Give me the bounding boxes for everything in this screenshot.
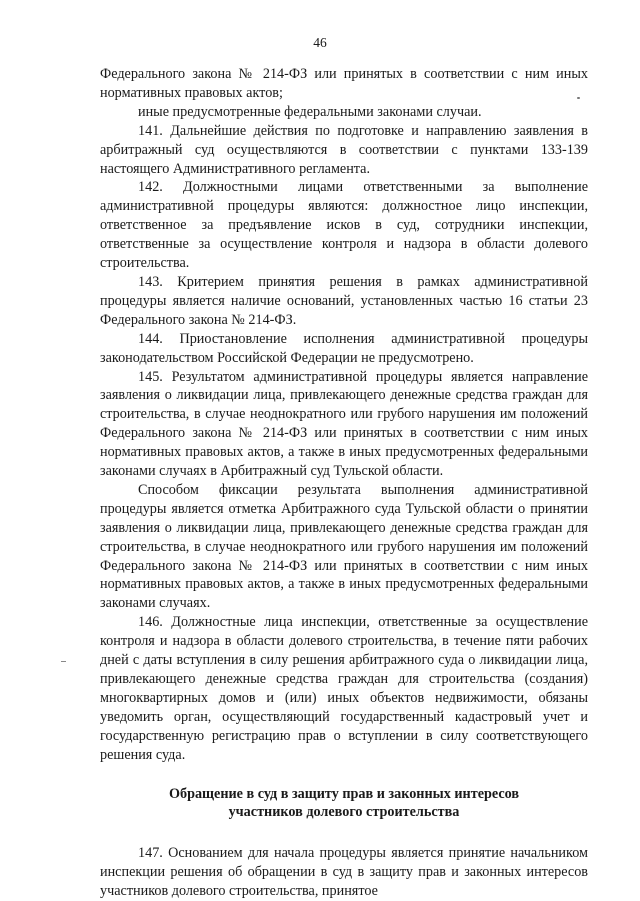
paragraph-145: 145. Результатом административной процедуры является направление заявления о ликвидации лица, привлекающего денежные средства граждан для строительства, в случае неоднократного или грубого нарушения им положений Федерального закона № 214-ФЗ или принятых в соответствии с ним иных нормативных правовых актов, а также в иных предусмотренных федеральными законами случаях в Арбитражный суд Тульской области. — [100, 368, 588, 480]
document-body — [100, 65, 588, 901]
paragraph-143: 143. Критерием принятия решения в рамках административной процедуры является наличие оснований, установленных частью 16 статьи 23 Федерального закона № 214-ФЗ. — [100, 273, 588, 328]
paragraph-146: 146. Должностные лица инспекции, ответственные за осуществление контроля и надзора в области долевого строительства, в течение пяти рабочих дней с даты вступления в силу решения арбитражного суда о ликвидации лица, привлекающего денежные средства граждан для строительства (создания) многоквартирных домов и (или) иных объектов недвижимости, обязаны уведомить орган, осуществляющий государственный кадастровый учет и государственную регистрацию прав о вступлении в силу соответствующего решения суда. — [100, 614, 588, 763]
paragraph-fixation-method: Способом фиксации результата выполнения административной процедуры является отметка Арбитражного суда Тульской области о принятии заявления о ликвидации лица, привлекающего денежные средства граждан для строительства, в случае неоднократного или грубого нарушения им положений Федерального закона № 214-ФЗ или принятых в соответствии с ним иных нормативных правовых актов, а также в иных предусмотренных федеральными законами случаях. — [100, 481, 588, 612]
paragraph-142: 142. Должностными лицами ответственными за выполнение административной процедуры являются: должностное лицо инспекции, ответственное за предъявление исков в суд, сотрудники инспекции, ответственные за осуществление контроля и надзора в области долевого строительства. — [100, 179, 588, 272]
section-heading-line-2: участников долевого строительства — [228, 804, 460, 821]
paragraph-144: 144. Приостановление исполнения административной процедуры законодательством Российской Федерации не предусмотрено. — [100, 330, 588, 366]
paragraph-141: 141. Дальнейшие действия по подготовке и направлению заявления в арбитражный суд осуществляются в соответствии с пунктами 133-139 настоящего Административного регламента. — [100, 122, 588, 177]
paragraph-other-cases: иные предусмотренные федеральными законами случаи. — [138, 103, 482, 120]
scan-margin-mark — [61, 661, 66, 662]
section-heading-line-1: Обращение в суд в защиту прав и законных интересов — [168, 785, 520, 802]
section-heading — [100, 785, 588, 823]
page-number: 46 — [313, 35, 327, 50]
paragraph-continuation: Федерального закона № 214-ФЗ или принятых в соответствии с ним иных нормативных правовых актов; — [100, 66, 588, 101]
paragraph-147: 147. Основанием для начала процедуры является принятие начальником инспекции решения об обращении в суд в защиту прав и законных интересов участников долевого строительства, принятое — [100, 845, 588, 900]
